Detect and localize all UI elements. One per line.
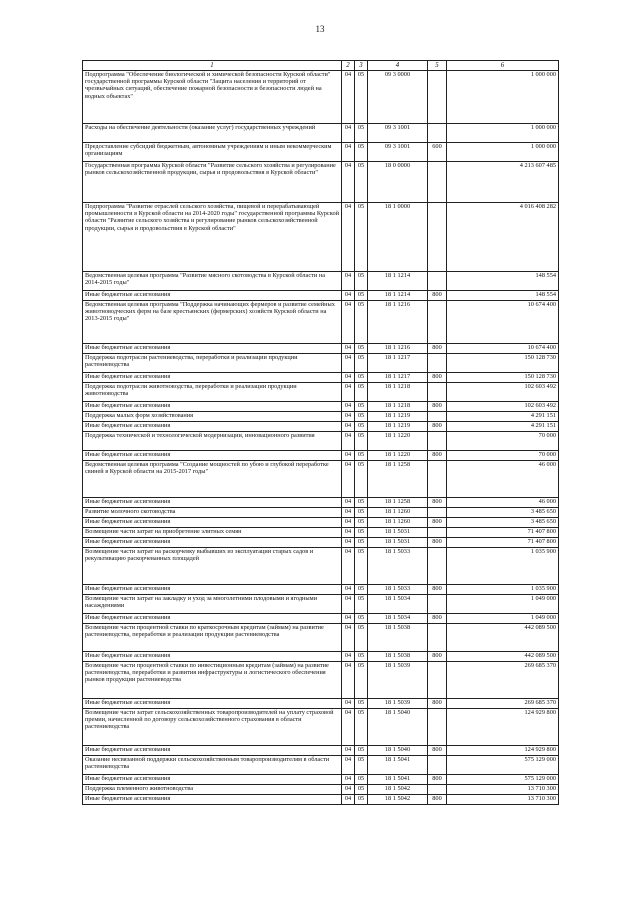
row-expense-type-cell xyxy=(428,508,447,518)
table-row xyxy=(83,162,559,203)
row-name-cell: Иные бюджетные ассигнования xyxy=(83,538,342,548)
row-amount-cell: 575 129 000 xyxy=(447,775,559,785)
table-row xyxy=(83,71,559,124)
row-subsection-cell: 05 xyxy=(355,795,368,805)
table-body xyxy=(83,71,559,805)
row-section-cell: 04 xyxy=(342,203,355,272)
row-expense-type-cell xyxy=(428,412,447,422)
row-target-article-cell: 18 1 1260 xyxy=(368,508,428,518)
row-target-article-cell: 18 1 5031 xyxy=(368,528,428,538)
row-expense-type-cell: 800 xyxy=(428,291,447,301)
row-expense-type-cell xyxy=(428,383,447,402)
table-row xyxy=(83,746,559,756)
row-section-cell: 04 xyxy=(342,422,355,432)
row-subsection-cell: 05 xyxy=(355,785,368,795)
row-target-article-cell: 18 1 1217 xyxy=(368,373,428,383)
table-row xyxy=(83,538,559,548)
table-row xyxy=(83,451,559,461)
row-section-cell: 04 xyxy=(342,548,355,585)
row-target-article-cell: 18 1 1260 xyxy=(368,518,428,528)
row-section-cell: 04 xyxy=(342,795,355,805)
row-expense-type-cell: 800 xyxy=(428,402,447,412)
table-row xyxy=(83,412,559,422)
row-amount-cell: 1 000 000 xyxy=(447,143,559,162)
table-row xyxy=(83,301,559,344)
table-row xyxy=(83,422,559,432)
row-section-cell: 04 xyxy=(342,354,355,373)
row-amount-cell: 3 485 650 xyxy=(447,518,559,528)
row-expense-type-cell: 600 xyxy=(428,143,447,162)
row-amount-cell: 46 000 xyxy=(447,498,559,508)
table-row xyxy=(83,699,559,709)
row-section-cell: 04 xyxy=(342,538,355,548)
table-row xyxy=(83,344,559,354)
row-target-article-cell: 18 1 1217 xyxy=(368,354,428,373)
row-target-article-cell: 18 1 1218 xyxy=(368,383,428,402)
row-amount-cell: 1 049 000 xyxy=(447,614,559,624)
row-subsection-cell: 05 xyxy=(355,624,368,652)
row-expense-type-cell: 800 xyxy=(428,518,447,528)
row-target-article-cell: 18 1 5040 xyxy=(368,746,428,756)
row-section-cell: 04 xyxy=(342,662,355,699)
row-target-article-cell: 18 1 5034 xyxy=(368,595,428,614)
row-expense-type-cell: 800 xyxy=(428,699,447,709)
row-subsection-cell: 05 xyxy=(355,344,368,354)
row-target-article-cell: 09 3 1001 xyxy=(368,124,428,143)
row-section-cell: 04 xyxy=(342,461,355,498)
table-row xyxy=(83,795,559,805)
row-name-cell: Возмещение части затрат на закладку и уход за многолетними плодовыми и ягодными насаждениями xyxy=(83,595,342,614)
row-expense-type-cell xyxy=(428,203,447,272)
row-amount-cell: 150 128 730 xyxy=(447,373,559,383)
row-target-article-cell: 18 1 5033 xyxy=(368,548,428,585)
row-name-cell: Возмещение части затрат сельскохозяйственных товаропроизводителей на уплату страховой премии, начисленной по договору сельскохозяйственного страхования в области растениеводства xyxy=(83,709,342,746)
row-amount-cell: 10 674 400 xyxy=(447,344,559,354)
row-amount-cell: 124 929 800 xyxy=(447,746,559,756)
row-name-cell: Возмещение части процентной ставки по инвестиционным кредитам (займам) на развитие растениеводства, переработки и развития инфраструктуры и логистического обеспечения рынков продукции растениеводства xyxy=(83,662,342,699)
row-expense-type-cell xyxy=(428,662,447,699)
table-row xyxy=(83,272,559,291)
row-expense-type-cell xyxy=(428,461,447,498)
row-expense-type-cell xyxy=(428,528,447,538)
row-subsection-cell: 05 xyxy=(355,124,368,143)
row-name-cell: Предоставление субсидий бюджетным, автономным учреждениям и иным некоммерческим организациям xyxy=(83,143,342,162)
row-target-article-cell: 18 1 5031 xyxy=(368,538,428,548)
row-name-cell: Ведомственная целевая программа "Развитие мясного скотоводства в Курской области на 2014-2015 годы" xyxy=(83,272,342,291)
row-subsection-cell: 05 xyxy=(355,709,368,746)
header-col-4: 4 xyxy=(368,61,428,71)
row-amount-cell: 4 291 151 xyxy=(447,422,559,432)
row-name-cell: Иные бюджетные ассигнования xyxy=(83,614,342,624)
table-row xyxy=(83,624,559,652)
row-section-cell: 04 xyxy=(342,699,355,709)
row-expense-type-cell xyxy=(428,301,447,344)
row-subsection-cell: 05 xyxy=(355,383,368,402)
row-target-article-cell: 18 1 1220 xyxy=(368,432,428,451)
row-section-cell: 04 xyxy=(342,451,355,461)
table-row xyxy=(83,662,559,699)
row-name-cell: Иные бюджетные ассигнования xyxy=(83,451,342,461)
row-section-cell: 04 xyxy=(342,785,355,795)
row-expense-type-cell xyxy=(428,785,447,795)
row-subsection-cell: 05 xyxy=(355,461,368,498)
row-name-cell: Иные бюджетные ассигнования xyxy=(83,652,342,662)
row-target-article-cell: 18 1 5042 xyxy=(368,785,428,795)
row-subsection-cell: 05 xyxy=(355,291,368,301)
row-subsection-cell: 05 xyxy=(355,538,368,548)
row-subsection-cell: 05 xyxy=(355,756,368,775)
row-expense-type-cell: 800 xyxy=(428,652,447,662)
row-amount-cell: 70 000 xyxy=(447,432,559,451)
row-name-cell: Расходы на обеспечение деятельности (оказание услуг) государственных учреждений xyxy=(83,124,342,143)
row-expense-type-cell xyxy=(428,756,447,775)
table-row xyxy=(83,508,559,518)
table-row xyxy=(83,498,559,508)
row-subsection-cell: 05 xyxy=(355,301,368,344)
row-name-cell: Подпрограмма "Обеспечение биологической и химической безопасности Курской области" государственной программы Курской области "Защита населения и территорий от чрезвычайных ситуаций, обеспечение пожарной безопасности и безопасности людей на водных объектах" xyxy=(83,71,342,124)
row-expense-type-cell xyxy=(428,595,447,614)
row-amount-cell: 269 685 370 xyxy=(447,662,559,699)
row-subsection-cell: 05 xyxy=(355,422,368,432)
row-name-cell: Иные бюджетные ассигнования xyxy=(83,518,342,528)
row-target-article-cell: 18 1 5038 xyxy=(368,652,428,662)
table-row xyxy=(83,785,559,795)
table-row xyxy=(83,756,559,775)
row-target-article-cell: 18 1 5038 xyxy=(368,624,428,652)
row-expense-type-cell xyxy=(428,354,447,373)
row-amount-cell: 442 089 500 xyxy=(447,652,559,662)
row-amount-cell: 13 710 300 xyxy=(447,785,559,795)
row-section-cell: 04 xyxy=(342,402,355,412)
row-subsection-cell: 05 xyxy=(355,699,368,709)
row-name-cell: Поддержка племенного животноводства xyxy=(83,785,342,795)
row-section-cell: 04 xyxy=(342,344,355,354)
row-target-article-cell: 18 1 5039 xyxy=(368,662,428,699)
row-subsection-cell: 05 xyxy=(355,614,368,624)
row-section-cell: 04 xyxy=(342,775,355,785)
row-expense-type-cell: 800 xyxy=(428,451,447,461)
row-amount-cell: 70 000 xyxy=(447,451,559,461)
row-amount-cell: 102 603 492 xyxy=(447,383,559,402)
row-section-cell: 04 xyxy=(342,652,355,662)
row-expense-type-cell: 800 xyxy=(428,344,447,354)
row-target-article-cell: 18 1 5039 xyxy=(368,699,428,709)
row-subsection-cell: 05 xyxy=(355,373,368,383)
row-name-cell: Развитие молочного скотоводства xyxy=(83,508,342,518)
row-expense-type-cell xyxy=(428,432,447,451)
table-row xyxy=(83,614,559,624)
row-name-cell: Возмещение части процентной ставки по краткосрочным кредитам (займам) на развитие растениеводства, переработки и реализации продукции растениеводства xyxy=(83,624,342,652)
row-section-cell: 04 xyxy=(342,746,355,756)
row-expense-type-cell: 800 xyxy=(428,795,447,805)
row-subsection-cell: 05 xyxy=(355,518,368,528)
row-amount-cell: 3 485 650 xyxy=(447,508,559,518)
row-amount-cell: 71 407 800 xyxy=(447,538,559,548)
row-section-cell: 04 xyxy=(342,162,355,203)
row-subsection-cell: 05 xyxy=(355,662,368,699)
row-target-article-cell: 18 1 0000 xyxy=(368,203,428,272)
row-subsection-cell: 05 xyxy=(355,595,368,614)
row-subsection-cell: 05 xyxy=(355,652,368,662)
budget-table xyxy=(82,60,559,805)
row-section-cell: 04 xyxy=(342,291,355,301)
row-target-article-cell: 18 1 1216 xyxy=(368,301,428,344)
row-target-article-cell: 18 1 1216 xyxy=(368,344,428,354)
row-name-cell: Поддержка технической и технологической модернизации, инновационного развития xyxy=(83,432,342,451)
table-row xyxy=(83,354,559,373)
row-subsection-cell: 05 xyxy=(355,451,368,461)
header-col-3: 3 xyxy=(355,61,368,71)
row-target-article-cell: 18 1 5041 xyxy=(368,775,428,785)
row-name-cell: Подпрограмма "Развитие отраслей сельского хозяйства, пищевой и перерабатывающей промышленности в Курской области на 2014-2020 годы" государственной программы Курской области "Развитие сельского хозяйства и регулирование рынков сельскохозяйственной продукции, сырья и продовольствия в Курской области" xyxy=(83,203,342,272)
row-target-article-cell: 18 1 5042 xyxy=(368,795,428,805)
row-amount-cell: 148 554 xyxy=(447,291,559,301)
row-subsection-cell: 05 xyxy=(355,71,368,124)
table-row xyxy=(83,709,559,746)
row-expense-type-cell: 800 xyxy=(428,498,447,508)
table-row xyxy=(83,518,559,528)
row-amount-cell: 10 674 400 xyxy=(447,301,559,344)
row-subsection-cell: 05 xyxy=(355,412,368,422)
row-name-cell: Поддержка подотрасли животноводства, переработки и реализации продукции животноводства xyxy=(83,383,342,402)
row-amount-cell: 1 049 000 xyxy=(447,595,559,614)
row-subsection-cell: 05 xyxy=(355,354,368,373)
row-amount-cell: 1 035 900 xyxy=(447,585,559,595)
row-amount-cell: 1 000 000 xyxy=(447,124,559,143)
row-target-article-cell: 18 1 1214 xyxy=(368,272,428,291)
table-row xyxy=(83,595,559,614)
row-name-cell: Иные бюджетные ассигнования xyxy=(83,775,342,785)
row-section-cell: 04 xyxy=(342,383,355,402)
row-subsection-cell: 05 xyxy=(355,498,368,508)
row-name-cell: Поддержка малых форм хозяйствования xyxy=(83,412,342,422)
table-row xyxy=(83,775,559,785)
row-expense-type-cell: 800 xyxy=(428,746,447,756)
row-name-cell: Поддержка подотрасли растениеводства, переработки и реализации продукции растениеводства xyxy=(83,354,342,373)
row-amount-cell: 124 929 800 xyxy=(447,709,559,746)
row-expense-type-cell xyxy=(428,71,447,124)
row-name-cell: Возмещение части затрат на приобретение элитных семян xyxy=(83,528,342,538)
row-expense-type-cell xyxy=(428,548,447,585)
row-subsection-cell: 05 xyxy=(355,143,368,162)
row-amount-cell: 46 000 xyxy=(447,461,559,498)
header-col-5: 5 xyxy=(428,61,447,71)
row-target-article-cell: 18 1 1219 xyxy=(368,422,428,432)
row-target-article-cell: 18 0 0000 xyxy=(368,162,428,203)
row-expense-type-cell xyxy=(428,624,447,652)
row-section-cell: 04 xyxy=(342,124,355,143)
row-name-cell: Иные бюджетные ассигнования xyxy=(83,498,342,508)
row-expense-type-cell xyxy=(428,162,447,203)
row-amount-cell: 71 407 800 xyxy=(447,528,559,538)
header-col-2: 2 xyxy=(342,61,355,71)
table-row xyxy=(83,461,559,498)
page-number: 13 xyxy=(315,24,325,34)
row-name-cell: Иные бюджетные ассигнования xyxy=(83,699,342,709)
row-amount-cell: 575 129 000 xyxy=(447,756,559,775)
row-subsection-cell: 05 xyxy=(355,272,368,291)
row-target-article-cell: 18 1 1258 xyxy=(368,461,428,498)
row-section-cell: 04 xyxy=(342,373,355,383)
row-amount-cell: 13 710 300 xyxy=(447,795,559,805)
row-amount-cell: 4 213 607 485 xyxy=(447,162,559,203)
row-target-article-cell: 09 3 1001 xyxy=(368,143,428,162)
row-expense-type-cell: 800 xyxy=(428,775,447,785)
row-amount-cell: 4 016 408 282 xyxy=(447,203,559,272)
row-target-article-cell: 18 1 1218 xyxy=(368,402,428,412)
row-amount-cell: 4 291 151 xyxy=(447,412,559,422)
row-subsection-cell: 05 xyxy=(355,203,368,272)
table-row xyxy=(83,373,559,383)
row-target-article-cell: 18 1 1219 xyxy=(368,412,428,422)
header-col-6: 6 xyxy=(447,61,559,71)
table-row xyxy=(83,652,559,662)
row-subsection-cell: 05 xyxy=(355,162,368,203)
row-amount-cell: 102 603 492 xyxy=(447,402,559,412)
row-section-cell: 04 xyxy=(342,508,355,518)
row-section-cell: 04 xyxy=(342,756,355,775)
row-amount-cell: 148 554 xyxy=(447,272,559,291)
table-row xyxy=(83,143,559,162)
table-row xyxy=(83,548,559,585)
table-row xyxy=(83,291,559,301)
row-name-cell: Ведомственная целевая программа "Поддержка начинающих фермеров и развитие семейных животноводческих ферм на базе крестьянских (фермерских) хозяйств Курской области на 2013-2015 годы" xyxy=(83,301,342,344)
table-row xyxy=(83,124,559,143)
row-section-cell: 04 xyxy=(342,595,355,614)
row-name-cell: Иные бюджетные ассигнования xyxy=(83,402,342,412)
table-row xyxy=(83,383,559,402)
header-row xyxy=(83,61,559,71)
row-name-cell: Оказание несвязанной поддержки сельскохозяйственным товаропроизводителям в области растениеводства xyxy=(83,756,342,775)
row-expense-type-cell: 800 xyxy=(428,585,447,595)
row-section-cell: 04 xyxy=(342,143,355,162)
row-expense-type-cell xyxy=(428,124,447,143)
row-expense-type-cell: 800 xyxy=(428,373,447,383)
row-expense-type-cell: 800 xyxy=(428,538,447,548)
row-expense-type-cell xyxy=(428,709,447,746)
row-target-article-cell: 18 1 5041 xyxy=(368,756,428,775)
row-section-cell: 04 xyxy=(342,272,355,291)
row-section-cell: 04 xyxy=(342,528,355,538)
row-section-cell: 04 xyxy=(342,301,355,344)
row-target-article-cell: 18 1 5040 xyxy=(368,709,428,746)
table-row xyxy=(83,432,559,451)
row-section-cell: 04 xyxy=(342,498,355,508)
row-name-cell: Иные бюджетные ассигнования xyxy=(83,795,342,805)
row-section-cell: 04 xyxy=(342,614,355,624)
row-name-cell: Ведомственная целевая программа "Создание мощностей по убою и глубокой переработке свиней в Курской области на 2015-2017 годы" xyxy=(83,461,342,498)
row-section-cell: 04 xyxy=(342,71,355,124)
row-expense-type-cell: 800 xyxy=(428,422,447,432)
row-target-article-cell: 18 1 1220 xyxy=(368,451,428,461)
row-section-cell: 04 xyxy=(342,585,355,595)
row-amount-cell: 1 035 900 xyxy=(447,548,559,585)
row-subsection-cell: 05 xyxy=(355,548,368,585)
row-target-article-cell: 09 3 0000 xyxy=(368,71,428,124)
row-subsection-cell: 05 xyxy=(355,508,368,518)
row-section-cell: 04 xyxy=(342,432,355,451)
row-section-cell: 04 xyxy=(342,518,355,528)
table-row xyxy=(83,402,559,412)
row-name-cell: Иные бюджетные ассигнования xyxy=(83,585,342,595)
row-name-cell: Иные бюджетные ассигнования xyxy=(83,746,342,756)
row-name-cell: Иные бюджетные ассигнования xyxy=(83,422,342,432)
row-subsection-cell: 05 xyxy=(355,528,368,538)
row-subsection-cell: 05 xyxy=(355,585,368,595)
row-subsection-cell: 05 xyxy=(355,775,368,785)
row-name-cell: Государственная программа Курской области "Развитие сельского хозяйства и регулирование рынков сельскохозяйственной продукции, сырья и продовольствия в Курской области" xyxy=(83,162,342,203)
header-col-1: 1 xyxy=(83,61,342,71)
row-subsection-cell: 05 xyxy=(355,746,368,756)
row-amount-cell: 1 000 000 xyxy=(447,71,559,124)
row-amount-cell: 150 128 730 xyxy=(447,354,559,373)
table-row xyxy=(83,203,559,272)
table-row xyxy=(83,585,559,595)
row-name-cell: Иные бюджетные ассигнования xyxy=(83,291,342,301)
row-section-cell: 04 xyxy=(342,709,355,746)
row-name-cell: Возмещение части затрат на раскорчевку выбывших из эксплуатации старых садов и рекультивацию раскорчеванных площадей xyxy=(83,548,342,585)
table-row xyxy=(83,528,559,538)
row-amount-cell: 269 685 370 xyxy=(447,699,559,709)
row-expense-type-cell: 800 xyxy=(428,614,447,624)
row-section-cell: 04 xyxy=(342,624,355,652)
row-subsection-cell: 05 xyxy=(355,432,368,451)
row-target-article-cell: 18 1 5034 xyxy=(368,614,428,624)
row-expense-type-cell xyxy=(428,272,447,291)
row-amount-cell: 442 089 500 xyxy=(447,624,559,652)
row-target-article-cell: 18 1 5033 xyxy=(368,585,428,595)
row-target-article-cell: 18 1 1258 xyxy=(368,498,428,508)
row-section-cell: 04 xyxy=(342,412,355,422)
row-name-cell: Иные бюджетные ассигнования xyxy=(83,373,342,383)
row-subsection-cell: 05 xyxy=(355,402,368,412)
row-target-article-cell: 18 1 1214 xyxy=(368,291,428,301)
table-header xyxy=(83,61,559,71)
row-name-cell: Иные бюджетные ассигнования xyxy=(83,344,342,354)
